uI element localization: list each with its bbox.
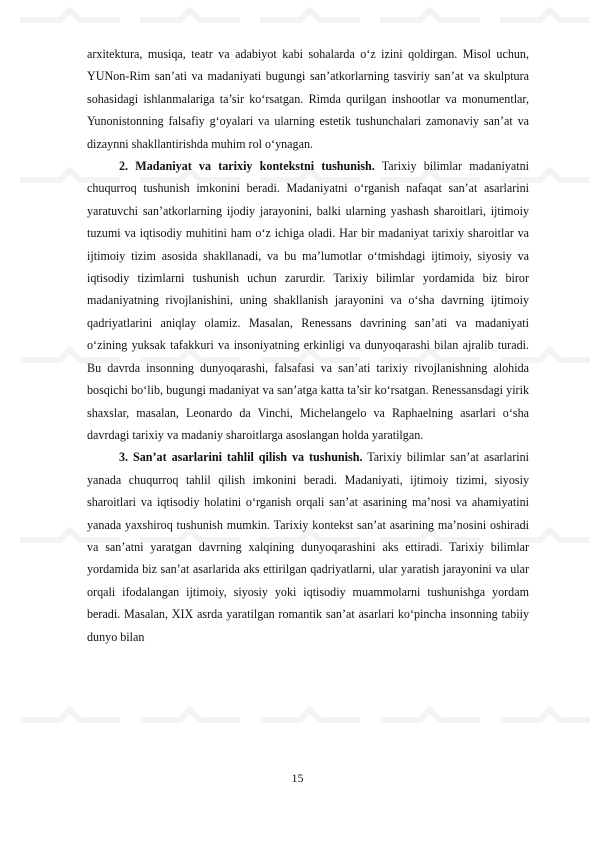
- page-number: 15: [291, 771, 304, 785]
- section-heading-2: 2. Madaniyat va tarixiy kontekstni tushunish.: [119, 159, 375, 174]
- paragraph-1-text: arxitektura, musiqa, teatr va adabiyot kabi sohalarda o‘z izini qoldirgan. Misol uchun, YUNon-Rim san’ati va madaniyati bugungi san’atkorlarning tasviriy san’at va skulptura sohasidagi ishlanmalariga ta’sir ko‘rsatgan. Rimda qurilgan inshootlar va monumentlar, Yunonistonning falsafiy g‘oyalari va ularning estetik tushunchalari zamonaviy san’at va dizaynni shakllantirishda muhim rol o‘ynagan.: [87, 47, 529, 151]
- paragraph-2: [87, 155, 529, 446]
- paragraph-3-text: Tarixiy bilimlar san’at asarlarini yanada chuqurroq tahlil qilish imkonini beradi. Madaniyati, ijtimoiy tizimi, siyosiy sharoitlari va iqtisodiy holatini o‘rganish orqali san’at asarining ma’nosi va ahamiyatini yanada yaxshiroq tushunish mumkin. Tarixiy kontekst san’at asarining ma’nosini oshiradi va san’atni yaratgan davrning xalqining dunyoqarashini aks ettiradi. Tarixiy bilimlar yordamida biz san’at asarlarida aks ettirilgan qadriyatlarni, ular yaratish jarayonini va ular orqali ifodalangan ijtimoiy, siyosiy yoki iqtisodiy muammolarni tushunishga yordam beradi. Masalan, XIX asrda yaratilgan romantik san’at asarlari ko‘pincha insonning tabiiy dunyo bilan: [87, 450, 529, 644]
- paragraph-1: [87, 43, 529, 155]
- paragraph-2-text: Tarixiy bilimlar madaniyatni chuqurroq tushunish imkonini beradi. Madaniyatni o‘rganish nafaqat san’at asarlarini yaratuvchi san’atkorlarning ijodiy jarayonini, balki ularning yashash sharoitlari, ijtimoiy tuzumi va iqtisodiy muhitini ham o‘z ichiga oladi. Har bir madaniyat tarixiy sharoitlar va ijtimoiy tizim asosida shakllanadi, va bu ma’lumotlar o‘tmishdagi ijtimoiy, siyosiy va iqtisodiy tizimlarni tushunish uchun zarurdir. Tarixiy bilimlar yordamida biz biror madaniyatning rivojlanishini, uning shakllanish jarayonini va o‘sha davrning ijtimoiy qadriyatlarini aniqlay olamiz. Masalan, Renessans davrining san’ati va madaniyati o‘zining yuksak tafakkuri va insoniyatning erkinligi va dunyoqarashi bilan ajralib turadi. Bu davrda insonning dunyoqarashi, falsafasi va san’ati tarixiy rivojlanishning alohida bosqichi bo‘lib, bugungi madaniyat va san’atga katta ta’sir ko‘rsatgan. Renessansdagi yirik shaxslar, masalan, Leonardo da Vinchi, Michelangelo va Raphaelning asarlari o‘sha davrdagi tarixiy va madaniy sharoitlarga asoslangan holda yaratilgan.: [87, 159, 529, 442]
- body-text: [87, 43, 529, 648]
- paragraph-3: [87, 446, 529, 648]
- section-heading-3: 3. San’at asarlarini tahlil qilish va tushunish.: [119, 450, 363, 465]
